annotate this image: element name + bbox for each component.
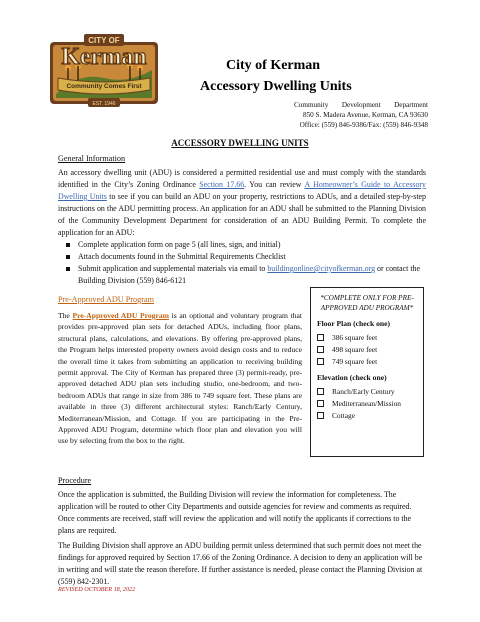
preapproved-program-link[interactable]: Pre-Approved ADU Program: [72, 311, 169, 320]
checkbox[interactable]: [317, 334, 324, 341]
preapproved-label: Pre-Approved ADU Program: [58, 295, 154, 304]
option-label: Mediterranean/Mission: [332, 398, 401, 408]
elevation-option-mediterranean[interactable]: [317, 397, 417, 409]
section-heading: [0, 138, 480, 148]
floor-option-386[interactable]: [317, 331, 417, 343]
preapproved-paragraph: [58, 310, 302, 447]
address-word: Development: [341, 101, 381, 109]
general-info-label: General Information: [58, 154, 126, 163]
paragraph-text: The: [58, 311, 73, 320]
option-label: 749 square feet: [332, 356, 378, 366]
address-phone: Office: (559) 846-9386/Fax: (559) 846-9348: [299, 121, 428, 130]
checkbox[interactable]: [317, 412, 324, 419]
box-note: *COMPLETE ONLY FOR PRE-APPROVED ADU PROGRAM*: [320, 294, 414, 312]
list-item: Complete application form on page 5 (all lines, sign, and initial): [66, 239, 426, 251]
paragraph-text: is an optional and voluntary program that provides pre-approved plan sets for detached ADUs, including floor plans, structural plans, calculations, and elevations. By offering pre-approved plans, the Program helps interested property owners avoid design costs and to reduce the overall time it takes from submitting an application to receiving building permit approval. The City of Kerman has prepared three (3) permit-ready, pre-approved detached ADU plan sets including studio, one-bedroom, and two-bedroom ADUs that range in size from 386 to 749 square feet. These plans are available in three (3) different architectural styles: Ranch/Early Century, Mediterranean/Mission, and Cottage. If you are participating in the Pre-Approved ADU Program, determine which floor plan and elevation you will use by selecting from the box to the right.: [58, 311, 302, 446]
address-street: 850 S. Madera Avenue, Kerman, CA 93630: [302, 111, 428, 120]
procedure-paragraph-1: Once the application is submitted, the Building Division will review the information for completeness. The application will be routed to other City Departments and outside agencies for review and comments as required. Once comments are received, staff will review the application and will notify the applicants if corrections to the plans are required.: [58, 490, 412, 535]
logo-top-text: CITY OF: [88, 36, 120, 45]
department-address: [294, 100, 428, 131]
logo-banner: Community Comes First: [66, 83, 142, 90]
floor-option-498[interactable]: [317, 343, 417, 355]
elevation-option-ranch[interactable]: [317, 385, 417, 397]
floor-option-749[interactable]: [317, 355, 417, 367]
application-steps-list: [66, 239, 426, 287]
option-label: Cottage: [332, 410, 355, 420]
list-item: Attach documents found in the Submittal Requirements Checklist: [66, 251, 426, 263]
general-info-paragraph: [58, 167, 426, 239]
checkbox[interactable]: [317, 388, 324, 395]
floor-plan-heading: Floor Plan (check one): [317, 319, 391, 329]
city-logo: [48, 34, 160, 112]
paragraph-text: An accessory dwelling unit (ADU) is considered a permitted residential use and must comply with the standards identified in the City’s Zoning Ordinance: [58, 168, 426, 189]
list-item: [66, 263, 426, 287]
zoning-section-link[interactable]: Section 17.66: [199, 180, 245, 189]
elevation-heading: Elevation (check one): [317, 373, 387, 383]
address-word: Department: [394, 101, 428, 109]
list-item-text: or contact the Building Division (559) 846-6121: [78, 264, 420, 285]
procedure-paragraph-2: The Building Division shall approve an ADU building permit unless determined that such permit does not meet the findings for approved required by Section 17.66 of the Zoning Ordinance. A decision to deny an application will be in writing and will state the reason therefore. If further assistance is needed, please contact the Planning Division at (559) 842-2301.: [58, 541, 423, 586]
paragraph-text: . You can review: [244, 180, 305, 189]
logo-est: EST. 1946: [92, 101, 116, 107]
paragraph-text: to see if you can build an ADU on your property, restrictions to ADUs, and a detailed step-by-step instructions on the ADU permitting process. An application for an ADU shall be submitted to the Planning Division of the Community Development Department for consideration of an ADU Building Permit. To complete the application for an ADU:: [58, 192, 426, 237]
email-link[interactable]: buildingonline@cityofkerman.org: [267, 264, 376, 273]
elevation-option-cottage[interactable]: [317, 409, 417, 421]
plan-selection-box: [310, 287, 424, 457]
option-label: 386 square feet: [332, 332, 378, 342]
option-label: Ranch/Early Century: [332, 386, 395, 396]
option-label: 498 square feet: [332, 344, 378, 354]
city-title: City of Kerman: [226, 58, 321, 73]
homeowner-guide-link[interactable]: A Homeowner’s Guide to Accessory Dwelling Units: [58, 180, 426, 201]
document-title: Accessory Dwelling Units: [200, 79, 352, 94]
revision-date: REVISED OCTOBER 18, 2022: [58, 586, 136, 593]
checkbox[interactable]: [317, 346, 324, 353]
procedure-label: Procedure: [58, 476, 92, 485]
checkbox[interactable]: [317, 358, 324, 365]
list-item-text: Submit application and supplemental materials via email to: [78, 264, 268, 273]
address-word: Community: [294, 101, 329, 109]
checkbox[interactable]: [317, 400, 324, 407]
logo-name: Kerman: [61, 44, 147, 70]
section-heading-text: ACCESSORY DWELLING UNITS: [171, 138, 309, 148]
